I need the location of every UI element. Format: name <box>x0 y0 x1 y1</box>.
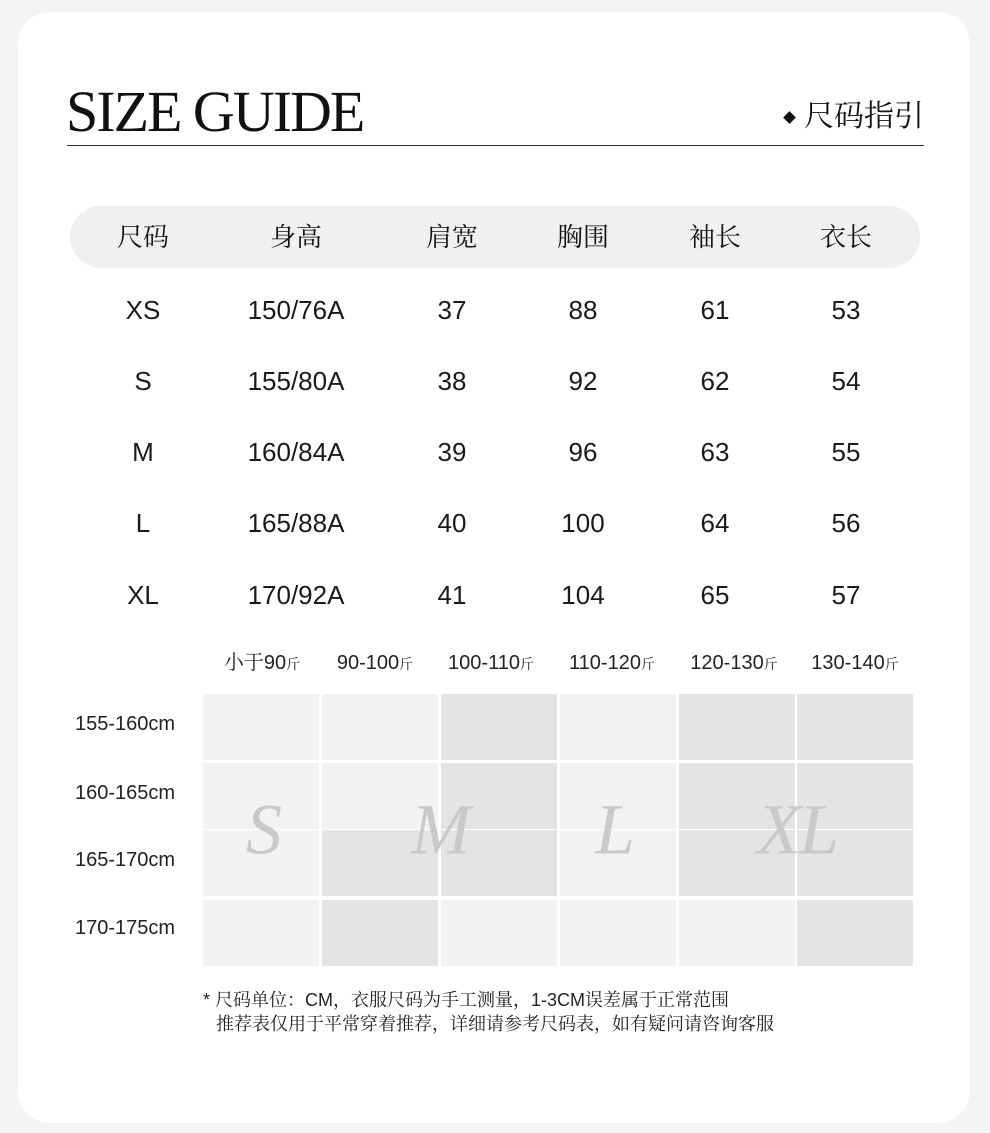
header-chest: 胸围 <box>556 223 610 252</box>
weight-label: 120-130斤 <box>690 652 778 674</box>
diamond-icon <box>783 111 796 124</box>
cell-chest: 100 <box>561 508 605 538</box>
size-letter-s: S <box>246 789 280 870</box>
cell-chest: 88 <box>568 295 598 325</box>
size-letter-m: M <box>411 789 469 870</box>
cell-shoulder: 40 <box>437 508 467 538</box>
table-row <box>0 290 990 330</box>
cell-size: XL <box>127 580 159 610</box>
cell-shoulder: 39 <box>437 437 467 467</box>
size-letter-l: L <box>594 789 634 870</box>
height-label: 165-170cm <box>75 849 176 871</box>
height-label: 160-165cm <box>75 782 176 804</box>
cell-shoulder: 41 <box>437 580 467 610</box>
weight-label: 90-100斤 <box>336 652 414 674</box>
cell-size: L <box>135 508 151 538</box>
header-length: 衣长 <box>819 223 873 252</box>
cell-height: 150/76A <box>247 295 345 325</box>
grid-cell <box>203 900 319 966</box>
cell-height: 155/80A <box>247 366 345 396</box>
header-shoulder: 肩宽 <box>425 223 479 252</box>
grid-cell <box>797 694 913 760</box>
cell-chest: 92 <box>568 366 598 396</box>
weight-label: 小于90斤 <box>223 652 301 674</box>
weight-label: 130-140斤 <box>811 652 899 674</box>
cell-chest: 104 <box>561 580 605 610</box>
grid-cell <box>322 694 438 760</box>
cell-length: 57 <box>831 580 861 610</box>
cell-sleeve: 62 <box>700 366 730 396</box>
grid-cell <box>679 694 795 760</box>
size-letter-xl: XL <box>756 789 838 870</box>
cell-length: 53 <box>831 295 861 325</box>
grid-cell <box>560 900 676 966</box>
grid-cell <box>560 694 676 760</box>
cell-chest: 96 <box>568 437 598 467</box>
grid-cell <box>441 900 557 966</box>
cell-sleeve: 61 <box>700 295 730 325</box>
page-title: SIZE GUIDE <box>66 79 364 144</box>
weight-label: 110-120斤 <box>569 652 655 674</box>
cell-size: S <box>134 366 152 396</box>
note-line-1: * 尺码单位：CM，衣服尺码为手工测量，1-3CM误差属于正常范围 <box>203 990 730 1010</box>
title-divider <box>67 145 924 146</box>
cell-length: 56 <box>831 508 861 538</box>
note-line-2: 推荐表仅用于平常穿着推荐，详细请参考尺码表，如有疑问请咨询客服 <box>216 1014 774 1034</box>
cell-sleeve: 63 <box>700 437 730 467</box>
size-table-header-labels <box>0 206 990 268</box>
cell-size: M <box>132 437 154 467</box>
cell-shoulder: 37 <box>437 295 467 325</box>
weight-label: 100-110斤 <box>448 652 534 674</box>
header-height: 身高 <box>269 223 323 252</box>
cell-sleeve: 65 <box>700 580 730 610</box>
header-size: 尺码 <box>116 223 170 252</box>
weight-header-row <box>0 648 990 678</box>
table-row <box>0 575 990 615</box>
grid-cell <box>322 900 438 966</box>
cell-height: 165/88A <box>247 508 345 538</box>
cell-size: XS <box>125 295 161 325</box>
cell-shoulder: 38 <box>437 366 467 396</box>
cell-length: 54 <box>831 366 861 396</box>
grid-cell <box>679 900 795 966</box>
height-label: 155-160cm <box>75 713 176 735</box>
cell-length: 55 <box>831 437 861 467</box>
grid-cell <box>797 900 913 966</box>
subtitle-text: 尺码指引 <box>804 100 924 133</box>
table-row <box>0 432 990 472</box>
cell-height: 170/92A <box>247 580 345 610</box>
cell-sleeve: 64 <box>700 508 730 538</box>
grid-cell <box>441 694 557 760</box>
grid-cell <box>203 694 319 760</box>
cell-height: 160/84A <box>247 437 345 467</box>
table-row <box>0 503 990 543</box>
page-subtitle <box>785 97 924 137</box>
header-sleeve: 袖长 <box>688 223 742 252</box>
table-row <box>0 361 990 401</box>
height-label: 170-175cm <box>75 917 176 939</box>
